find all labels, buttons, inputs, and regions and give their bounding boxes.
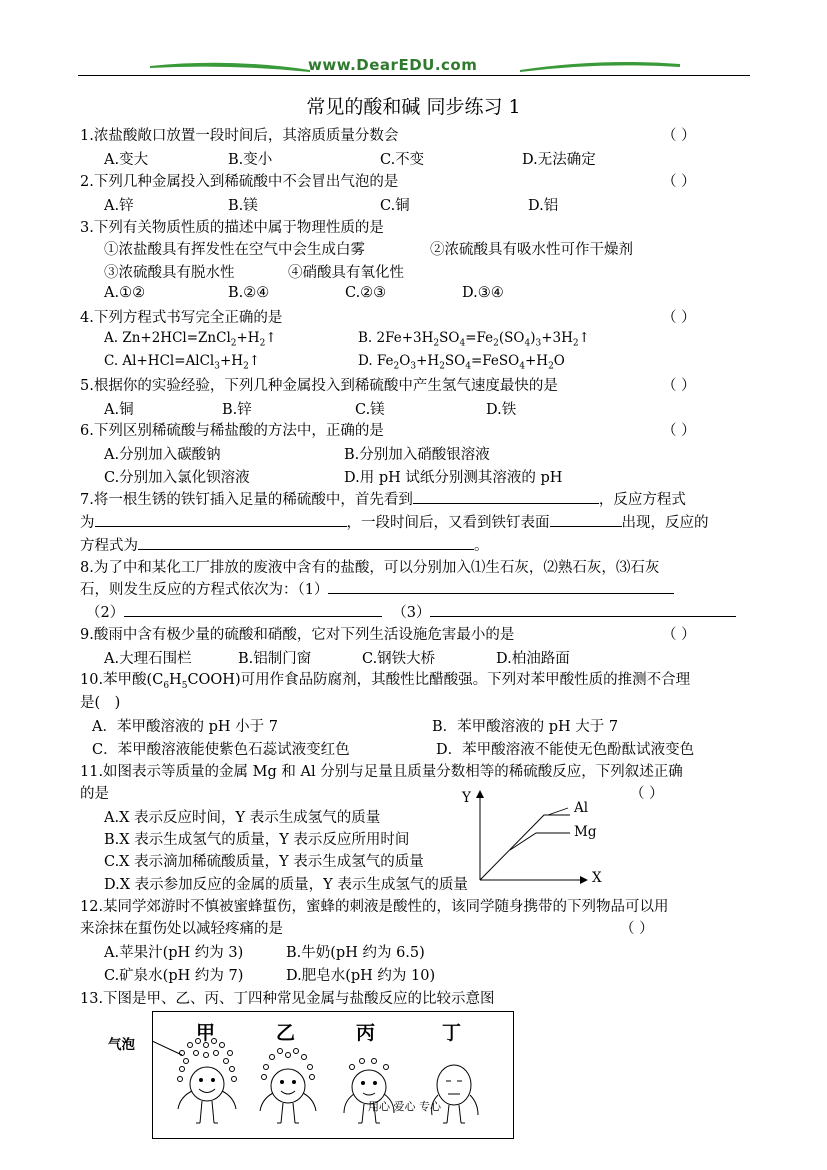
q3-statement-2: ②浓硫酸具有吸水性可作干燥剂 (430, 242, 633, 258)
figure-ding (432, 1065, 478, 1123)
q12-line-1: 12.某同学郊游时不慎被蜜蜂蜇伤，蜜蜂的刺液是酸性的，该同学随身携带的下列物品可以用 (80, 899, 669, 915)
q4-option-d: D. $Fe_2O_3+H_2SO_4=FeSO_4+H_2O$ (358, 353, 565, 372)
q4-answer-paren: （ ） (662, 310, 696, 326)
q8-line-3: （2） （3） (86, 601, 736, 622)
q11-option-d: D.X 表示参加反应的金属的质量，Y 表示生成氢气的质量 (104, 877, 468, 893)
q12-option-d: D.肥皂水(pH 约为 10) (286, 968, 436, 984)
q3-option-b: B.②④ (228, 285, 270, 301)
q10-line-1: 10.苯甲酸$(C_6H_5COOH)$可用作食品防腐剂，其酸性比醋酸强。下列对苯甲酸性质的推测不合理 (80, 672, 691, 691)
q8-blank-2[interactable] (124, 602, 382, 617)
q11-option-b: B.X 表示生成氢气的质量，Y 表示反应所用时间 (104, 832, 410, 848)
q12-answer-paren: （ ） (620, 921, 654, 937)
q13-stem: 13.下图是甲、乙、丙、丁四种常见金属与盐酸反应的比较示意图 (80, 991, 495, 1007)
q6-option-a: A.分别加入碳酸钠 (104, 447, 221, 463)
q1-option-c: C.不变 (380, 152, 425, 168)
q5-answer-paren: （ ） (662, 378, 696, 394)
q5-option-d: D.铁 (486, 402, 517, 418)
header-rule (78, 75, 750, 76)
header-brand: www.DearEDU.com (308, 56, 478, 74)
q11-line-2: 的是 (80, 786, 109, 802)
q5-stem: 5.根据你的实验经验，下列几种金属投入到稀硫酸中产生氢气速度最快的是 (80, 378, 558, 394)
q3-option-d: D.③④ (462, 285, 504, 301)
q8-line-2: 石，则发生反应的方程式依次为：（1） (80, 578, 674, 599)
q11-answer-paren: （ ） (630, 786, 664, 802)
q12-line-2: 来涂抹在蜇伤处以减轻疼痛的是 (80, 921, 283, 937)
q12-option-c: C.矿泉水(pH 约为 7) (104, 968, 244, 984)
q11-y-arrow (476, 790, 484, 798)
q5-option-b: B.锌 (222, 402, 252, 418)
q7-blank-4[interactable] (138, 535, 474, 550)
q13-metal-jia: 甲 (196, 1022, 216, 1044)
bubble-leader (152, 1041, 182, 1055)
q7-line-2: 为 ，一段时间后，又看到铁钉表面 出现，反应的 (80, 511, 709, 532)
q12-option-b: B.牛奶(pH 约为 6.5) (286, 945, 425, 961)
q8-line-1: 8.为了中和某化工厂排放的废液中含有的盐酸，可以分别加入⑴生石灰，⑵熟石灰，⑶石灰 (80, 560, 660, 576)
q9-stem: 9.酸雨中含有极少量的硫酸和硝酸，它对下列生活设施危害最小的是 (80, 627, 515, 643)
q7-blank-2[interactable] (95, 512, 347, 527)
q4-option-b: B. $2Fe+3H_2SO_4=Fe_2(SO_4)_3+3H_2↑$ (358, 330, 590, 349)
q5-option-c: C.镁 (355, 402, 385, 418)
q4-option-c: C. $Al+HCl=AlCl_3+H_2↑$ (104, 353, 261, 372)
q8-blank-1[interactable] (328, 579, 674, 594)
q2-option-b: B.镁 (228, 198, 258, 214)
page-title: 常见的酸和碱 同步练习 1 (306, 96, 521, 118)
q7-line-1: 7.将一根生锈的铁钉插入足量的稀硫酸中，首先看到 ，反应方程式 (80, 488, 686, 509)
q6-stem: 6.下列区别稀硫酸与稀盐酸的方法中，正确的是 (80, 423, 384, 439)
q2-option-a: A.锌 (104, 198, 134, 214)
q3-statement-4: ④硝酸具有氧化性 (288, 265, 404, 281)
q10-option-a: A．苯甲酸溶液的 pH 小于 7 (92, 719, 278, 735)
q13-metal-bing: 丙 (356, 1022, 376, 1044)
q1-stem: 1.浓盐酸敞口放置一段时间后，其溶质质量分数会 (80, 128, 399, 144)
q11-mg-line (510, 833, 570, 850)
q13-metal-ding: 丁 (442, 1022, 462, 1044)
q10-option-c: C．苯甲酸溶液能使紫色石蕊试液变红色 (92, 742, 350, 758)
q9-answer-paren: （ ） (662, 627, 696, 643)
figure-jia (178, 1039, 237, 1124)
q5-option-a: A.铜 (104, 402, 134, 418)
q11-x-label: X (592, 870, 602, 886)
figure-yi (260, 1049, 316, 1124)
q9-option-c: C.钢铁大桥 (362, 651, 436, 667)
q1-option-a: A.变大 (104, 152, 149, 168)
q3-statement-3: ③浓硫酸具有脱水性 (104, 265, 235, 281)
q11-al-line (480, 815, 570, 880)
q10-option-b: B．苯甲酸溶液的 pH 大于 7 (432, 719, 619, 735)
q11-al-label: Al (574, 800, 589, 816)
q11-al-leader (548, 808, 568, 815)
q11-option-a: A.X 表示反应时间，Y 表示生成氢气的质量 (104, 810, 381, 826)
q11-mg-label: Mg (574, 824, 597, 840)
q9-option-b: B.铝制门窗 (238, 651, 312, 667)
q6-option-b: B.分别加入硝酸银溶液 (344, 447, 490, 463)
q13-bubble-label: 气泡 (108, 1037, 135, 1053)
q1-option-d: D.无法确定 (522, 152, 596, 168)
q6-option-c: C.分别加入氯化钡溶液 (104, 470, 250, 486)
q8-blank-3[interactable] (430, 602, 736, 617)
q11-x-arrow (580, 876, 588, 884)
q1-answer-paren: （ ） (662, 128, 696, 144)
q2-stem: 2.下列几种金属投入到稀硫酸中不会冒出气泡的是 (80, 174, 399, 190)
q4-option-a: A. $Zn+2HCl=ZnCl_2+H_2↑$ (104, 330, 277, 349)
q10-option-d: D．苯甲酸溶液不能使无色酚酞试液变色 (436, 742, 695, 758)
q11-y-label: Y (462, 790, 471, 806)
q13-caption: 用心 爱心 专心 (368, 1100, 441, 1113)
q2-option-d: D.铝 (528, 198, 559, 214)
q1-option-b: B.变小 (228, 152, 273, 168)
q7-line-3: 方程式为 。 (80, 534, 489, 555)
q9-option-a: A.大理石围栏 (104, 651, 192, 667)
q3-stem: 3.下列有关物质性质的描述中属于物理性质的是 (80, 220, 384, 236)
q3-option-a: A.①② (104, 285, 146, 301)
q2-answer-paren: （ ） (662, 174, 696, 190)
q7-blank-3[interactable] (550, 512, 622, 527)
q11-line-1: 11.如图表示等质量的金属 Mg 和 Al 分别与足量且质量分数相等的稀硫酸反应，下列叙述正确 (80, 764, 683, 780)
q3-option-c: C.②③ (345, 285, 387, 301)
q6-answer-paren: （ ） (662, 423, 696, 439)
q9-option-d: D.柏油路面 (496, 651, 570, 667)
q11-option-c: C.X 表示滴加稀硫酸质量，Y 表示生成氢气的质量 (104, 854, 424, 870)
q12-option-a: A.苹果汁(pH 约为 3) (104, 945, 244, 961)
q4-stem: 4.下列方程式书写完全正确的是 (80, 310, 283, 326)
q13-metal-yi: 乙 (276, 1022, 296, 1044)
q3-statement-1: ①浓盐酸具有挥发性在空气中会生成白雾 (104, 242, 365, 258)
q7-blank-1[interactable] (413, 489, 599, 504)
q13-cartoon (152, 1011, 514, 1137)
q6-option-d: D.用 pH 试纸分别测其溶液的 pH (344, 470, 563, 486)
q10-line-2: 是( ) (80, 695, 121, 711)
q2-option-c: C.铜 (380, 198, 410, 214)
